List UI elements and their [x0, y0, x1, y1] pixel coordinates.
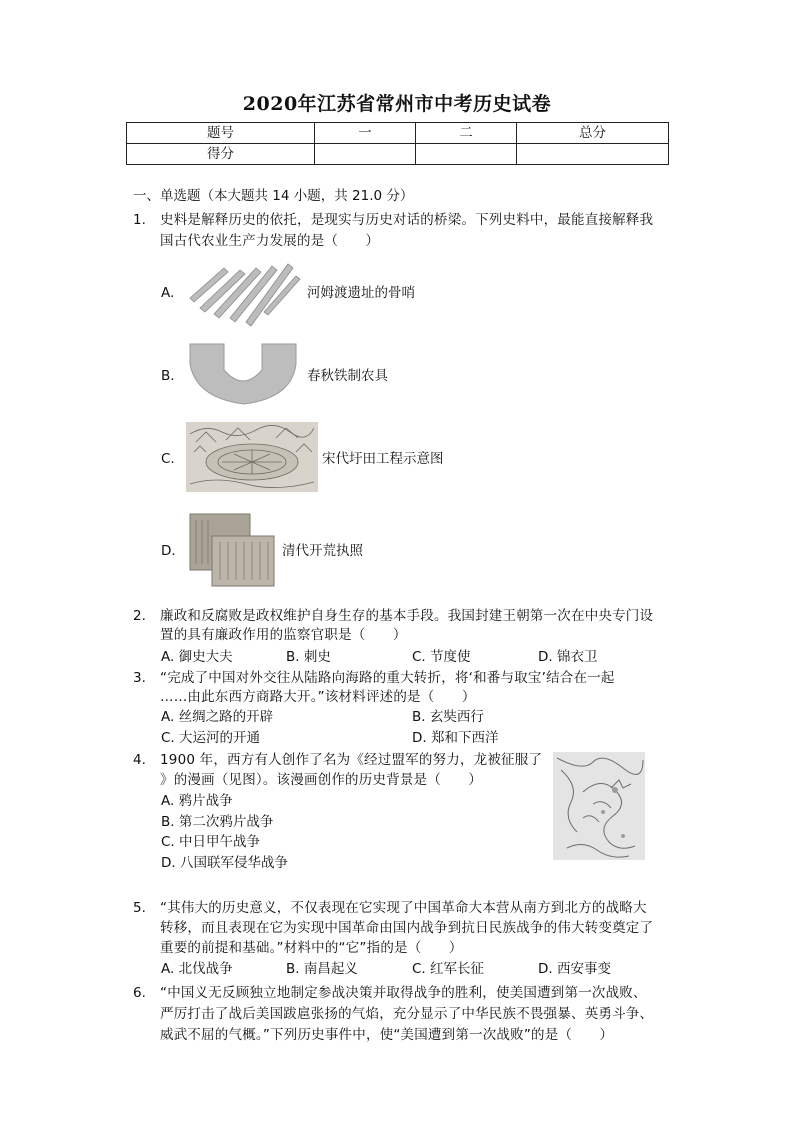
option-b[interactable]: B. 第二次鸦片战争 — [161, 814, 274, 830]
option-a-letter[interactable]: A. — [161, 285, 175, 301]
option-c[interactable]: C. 中日甲午战争 — [161, 834, 261, 850]
question-text: 威武不屈的气概。”下列历史事件中，使“美国遭到第一次战败”的是（ ） — [160, 1027, 614, 1043]
question-text: 国古代农业生产力发展的是（ ） — [160, 233, 380, 249]
option-c[interactable]: C. 节度使 — [412, 649, 471, 665]
score-cell[interactable] — [416, 144, 517, 165]
option-b[interactable]: B. 刺史 — [286, 649, 331, 665]
option-d-label: 清代开荒执照 — [282, 543, 363, 559]
option-c-label: 宋代圩田工程示意图 — [322, 451, 444, 467]
score-cell[interactable] — [517, 144, 669, 165]
score-header-cell: 二 — [416, 123, 517, 144]
option-c[interactable]: C. 大运河的开通 — [161, 730, 261, 746]
question-number: 4. — [133, 752, 146, 768]
question-text: 转移，而且表现在它为实现中国革命由国内战争到抗日民族战争的伟大转变奠定了 — [160, 920, 654, 936]
question-number: 1. — [133, 212, 146, 228]
polder-field-image — [186, 422, 318, 492]
option-d-letter[interactable]: D. — [161, 543, 176, 559]
question-text: ……由此东西方商路大开。”该材料评述的是（ ） — [160, 689, 476, 705]
option-a[interactable]: A. 鸦片战争 — [161, 793, 233, 809]
question-text: 1900 年，西方有人创作了名为《经过盟军的努力，龙被征服了 — [160, 752, 543, 768]
question-text: 廉政和反腐败是政权维护自身生存的基本手段。我国封建王朝第一次在中央专门设 — [160, 608, 654, 624]
option-c-letter[interactable]: C. — [161, 451, 175, 467]
section-heading: 一、单选题（本大题共 14 小题，共 21.0 分） — [133, 188, 414, 204]
score-cell[interactable] — [315, 144, 416, 165]
land-license-image — [184, 510, 278, 590]
option-a[interactable]: A. 御史大夫 — [161, 649, 233, 665]
option-b-letter[interactable]: B. — [161, 368, 175, 384]
question-text: “中国义无反顾独立地制定参战决策并取得战争的胜利，使美国遭到第一次战败、 — [160, 985, 647, 1001]
score-table-header-row — [127, 123, 669, 144]
question-text: “其伟大的历史意义，不仅表现在它实现了中国革命大本营从南方到北方的战略大 — [160, 900, 647, 916]
question-text: 严厉打击了战后美国跋扈张扬的气焰，充分显示了中华民族不畏强暴、英勇斗争、 — [160, 1006, 654, 1022]
score-row-label: 得分 — [127, 144, 315, 165]
question-number: 6. — [133, 985, 146, 1001]
question-text: 重要的前提和基础。”材料中的“它”指的是（ ） — [160, 940, 463, 956]
question-number: 5. — [133, 900, 146, 916]
dragon-cartoon-image — [553, 752, 645, 860]
question-text: 置的具有廉政作用的监察官职是（ ） — [160, 627, 407, 643]
score-table — [126, 122, 669, 165]
option-c[interactable]: C. 红军长征 — [412, 961, 485, 977]
option-d[interactable]: D. 八国联军侵华战争 — [161, 855, 288, 871]
option-a[interactable]: A. 北伐战争 — [161, 961, 233, 977]
page-title: 2020年江苏省常州市中考历史试卷 — [242, 93, 552, 115]
score-table-score-row — [127, 144, 669, 165]
question-number: 3. — [133, 670, 146, 686]
question-text: 》的漫画（见图）。该漫画创作的历史背景是（ ） — [160, 772, 483, 788]
option-a[interactable]: A. 丝绸之路的开辟 — [161, 709, 274, 725]
option-d[interactable]: D. 锦衣卫 — [538, 649, 598, 665]
score-header-cell: 题号 — [127, 123, 315, 144]
bone-whistles-image — [184, 258, 304, 330]
option-b[interactable]: B. 南昌起义 — [286, 961, 358, 977]
option-b[interactable]: B. 玄奘西行 — [412, 709, 484, 725]
iron-tool-image — [184, 340, 302, 408]
score-header-cell: 一 — [315, 123, 416, 144]
score-header-cell: 总分 — [517, 123, 669, 144]
question-number: 2. — [133, 608, 146, 624]
question-text: 史料是解释历史的依托，是现实与历史对话的桥梁。下列史料中，最能直接解释我 — [160, 212, 654, 228]
option-a-label: 河姆渡遗址的骨哨 — [307, 285, 415, 301]
option-d[interactable]: D. 郑和下西洋 — [412, 730, 499, 746]
option-d[interactable]: D. 西安事变 — [538, 961, 611, 977]
question-text: “完成了中国对外交往从陆路向海路的重大转折，将‘和番与取宝’结合在一起 — [160, 670, 615, 686]
option-b-label: 春秋铁制农具 — [307, 368, 388, 384]
